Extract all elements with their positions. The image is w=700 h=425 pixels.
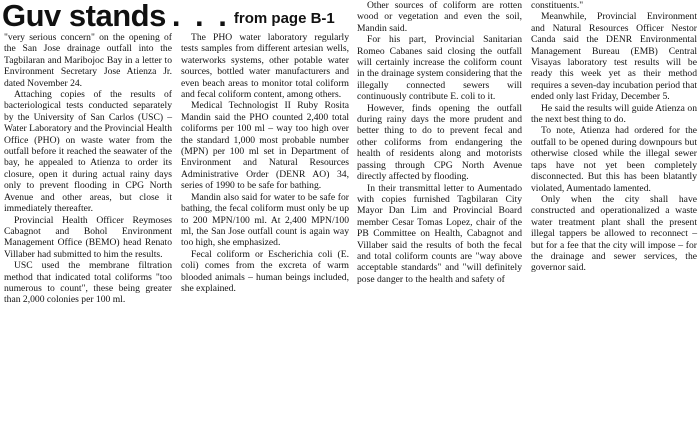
continued-from-label: from page B-1 (233, 10, 335, 27)
headline-title: Guv stands (2, 0, 166, 33)
headline (2, 0, 335, 35)
headline-dots: . . . (171, 0, 230, 33)
paragraph: constituents." (531, 0, 584, 11)
paragraph: Attaching copies of the results of bacteriological tests conducted separately by the University of San Carlos (USC) – Water Laboratory and the Provincial Health Office (PHO) on waste water from the outfall before it reached the seawater of the bay, he appealed to Atienza to order its closure, open it during actual rainy days only to prevent flooding in CPG North Avenue and other areas, but close it immediately thereafter. (4, 89, 172, 215)
article-column-3 (357, 0, 522, 285)
paragraph: Fecal coliform or Escherichia coli (E. coli) comes from the excreta of warm blooded animals – human beings included, she explained. (181, 248, 349, 294)
paragraph: Other sources of coliform are rotten wood or vegetation and even the soil, Mandin said. (357, 0, 522, 34)
paragraph: Medical Technologist II Ruby Rosita Mandin said the PHO counted 2,400 total coliforms per 100 ml – way too high over the standard 1,000 most probable number (MPN) per 100 ml set in Department of Environment and Natural Resources Administrative Order (DENR AO) 34, series of 1990 to be safe for bathing. (181, 100, 349, 192)
paragraph: Only when the city shall have constructed and operationalized a waste water treatment plant shall the present illegal tappers be allowed to reconnect – but for a fee that the city will impose – for the drainage and sewer services, the governor said. (531, 193, 697, 274)
paragraph: However, finds opening the outfall during rainy days the more prudent and better thing to do to prevent fecal and other coliforms from endangering the health of residents along and motorists passing through CPG North Avenue directly affected by flooding. (357, 102, 522, 183)
paragraph: Meanwhile, Provincial Environment and Natural Resources Officer Nestor Canda said the DENR Environmental Management Bureau (EMB) Central Visayas laboratory test results will be ready this week yet as their method requires a seven-day incubation period that ended only last Friday, December 5. (531, 11, 697, 103)
paragraph: "very serious concern" on the opening of the San Jose drainage outfall into the Tagbilaran and Maribojoc Bay in a letter to Environment Secretary Jose Atienza Jr. dated November 24. (4, 32, 172, 89)
paragraph: USC used the membrane filtration method that indicated total coliforms "too numerous to count", these being greater than 2,000 colonies per 100 ml. (4, 260, 172, 306)
article-column-4 (531, 0, 697, 274)
paragraph: To note, Atienza had ordered for the outfall to be opened during downpours but otherwise closed while the illegal sewer taps have not yet been completely disconnected. But this has been blatantly violated, Aumentado lamented. (531, 125, 697, 194)
article-column-1 (4, 32, 172, 306)
paragraph: The PHO water laboratory regularly tests samples from different artesian wells, waterworks systems, other potable water sources, bottled water manufacturers and even beach areas to monitor total coliform and fecal coliform content, among others. (181, 32, 349, 101)
paragraph: Mandin also said for water to be safe for bathing, the fecal coliform must only be up to 200 MPN/100 ml. At 2,400 MPN/100 ml, the San Jose outfall count is again way too high, she emphasized. (181, 191, 349, 249)
paragraph: In their transmittal letter to Aumentado with copies furnished Tagbilaran City Mayor Dan Lim and Provincial Board member Cesar Tomas Lopez, chair of the PB Committee on Health, Cabagnot and Villaber said the results of both the fecal and total coliform counts are "way above acceptable standards" and "will definitely pose danger to the health and safety of (357, 182, 522, 285)
paragraph: He said the results will guide Atienza on the next best thing to do. (531, 102, 697, 126)
paragraph: For his part, Provincial Sanitarian Romeo Cabanes said closing the outfall will certainly increase the coliform count in the drainage system considering that the illegally connected sewers will continuously contribute E. coli to it. (357, 34, 522, 103)
article-column-2 (181, 32, 349, 294)
paragraph: Provincial Health Officer Reymoses Cabagnot and Bohol Environment Management Office (BEMO) head Renato Villaber had submitted to him the results. (4, 214, 172, 260)
